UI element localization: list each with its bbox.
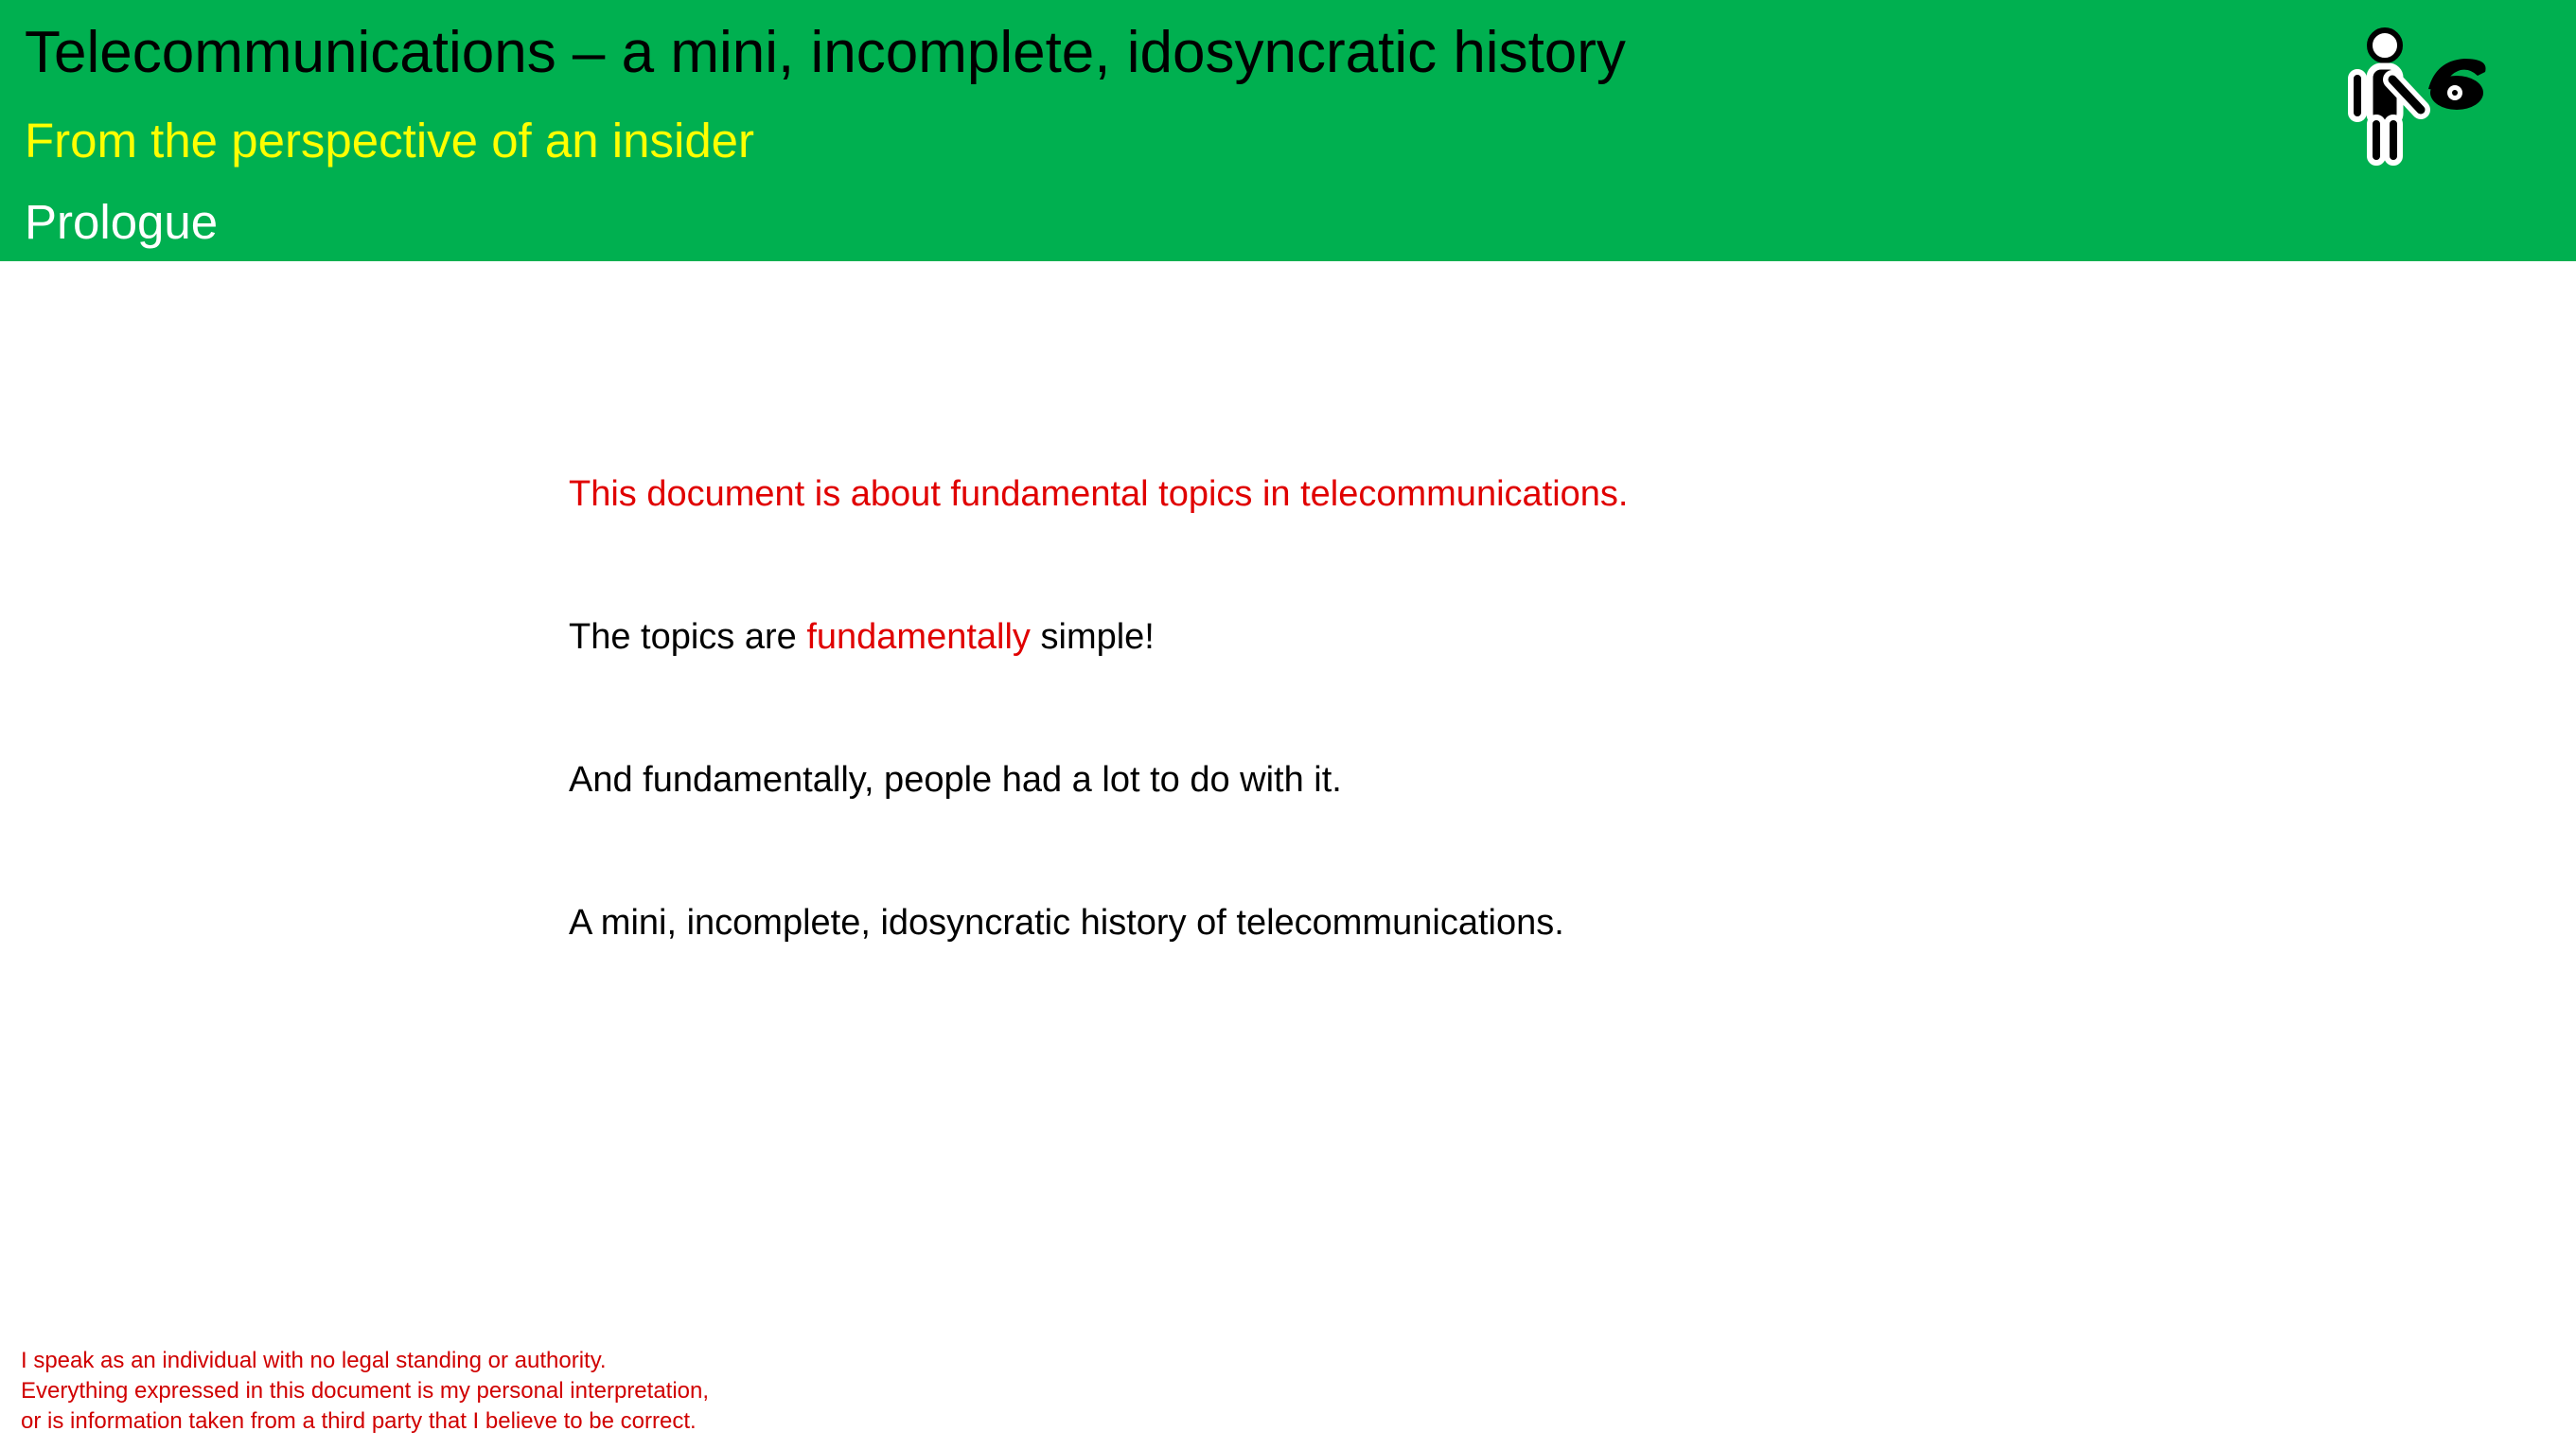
history-line: A mini, incomplete, idosyncratic history of telecommunications. xyxy=(569,903,1564,943)
topics-line-suffix: simple! xyxy=(1030,617,1155,657)
page-title: Telecommunications – a mini, incomplete, idosyncratic history xyxy=(25,20,1626,85)
page-subtitle: From the perspective of an insider xyxy=(25,114,755,168)
intro-line: This document is about fundamental topics in telecommunications. xyxy=(569,474,1629,514)
topics-line-prefix: The topics are xyxy=(569,617,807,657)
disclaimer-line: Everything expressed in this document is my personal interpretation, xyxy=(21,1378,710,1404)
disclaimer xyxy=(21,1346,709,1437)
people-line: And fundamentally, people had a lot to do with it. xyxy=(569,760,1342,800)
disclaimer-line: I speak as an individual with no legal standing or authority. xyxy=(21,1348,607,1373)
disclaimer-line: or is information taken from a third party that I believe to be correct. xyxy=(21,1408,697,1434)
person-with-telephone-icon xyxy=(2338,25,2489,168)
topics-line xyxy=(569,614,1155,660)
header-banner xyxy=(0,0,2576,261)
section-title: Prologue xyxy=(25,195,219,249)
topics-line-highlight: fundamentally xyxy=(806,617,1031,657)
